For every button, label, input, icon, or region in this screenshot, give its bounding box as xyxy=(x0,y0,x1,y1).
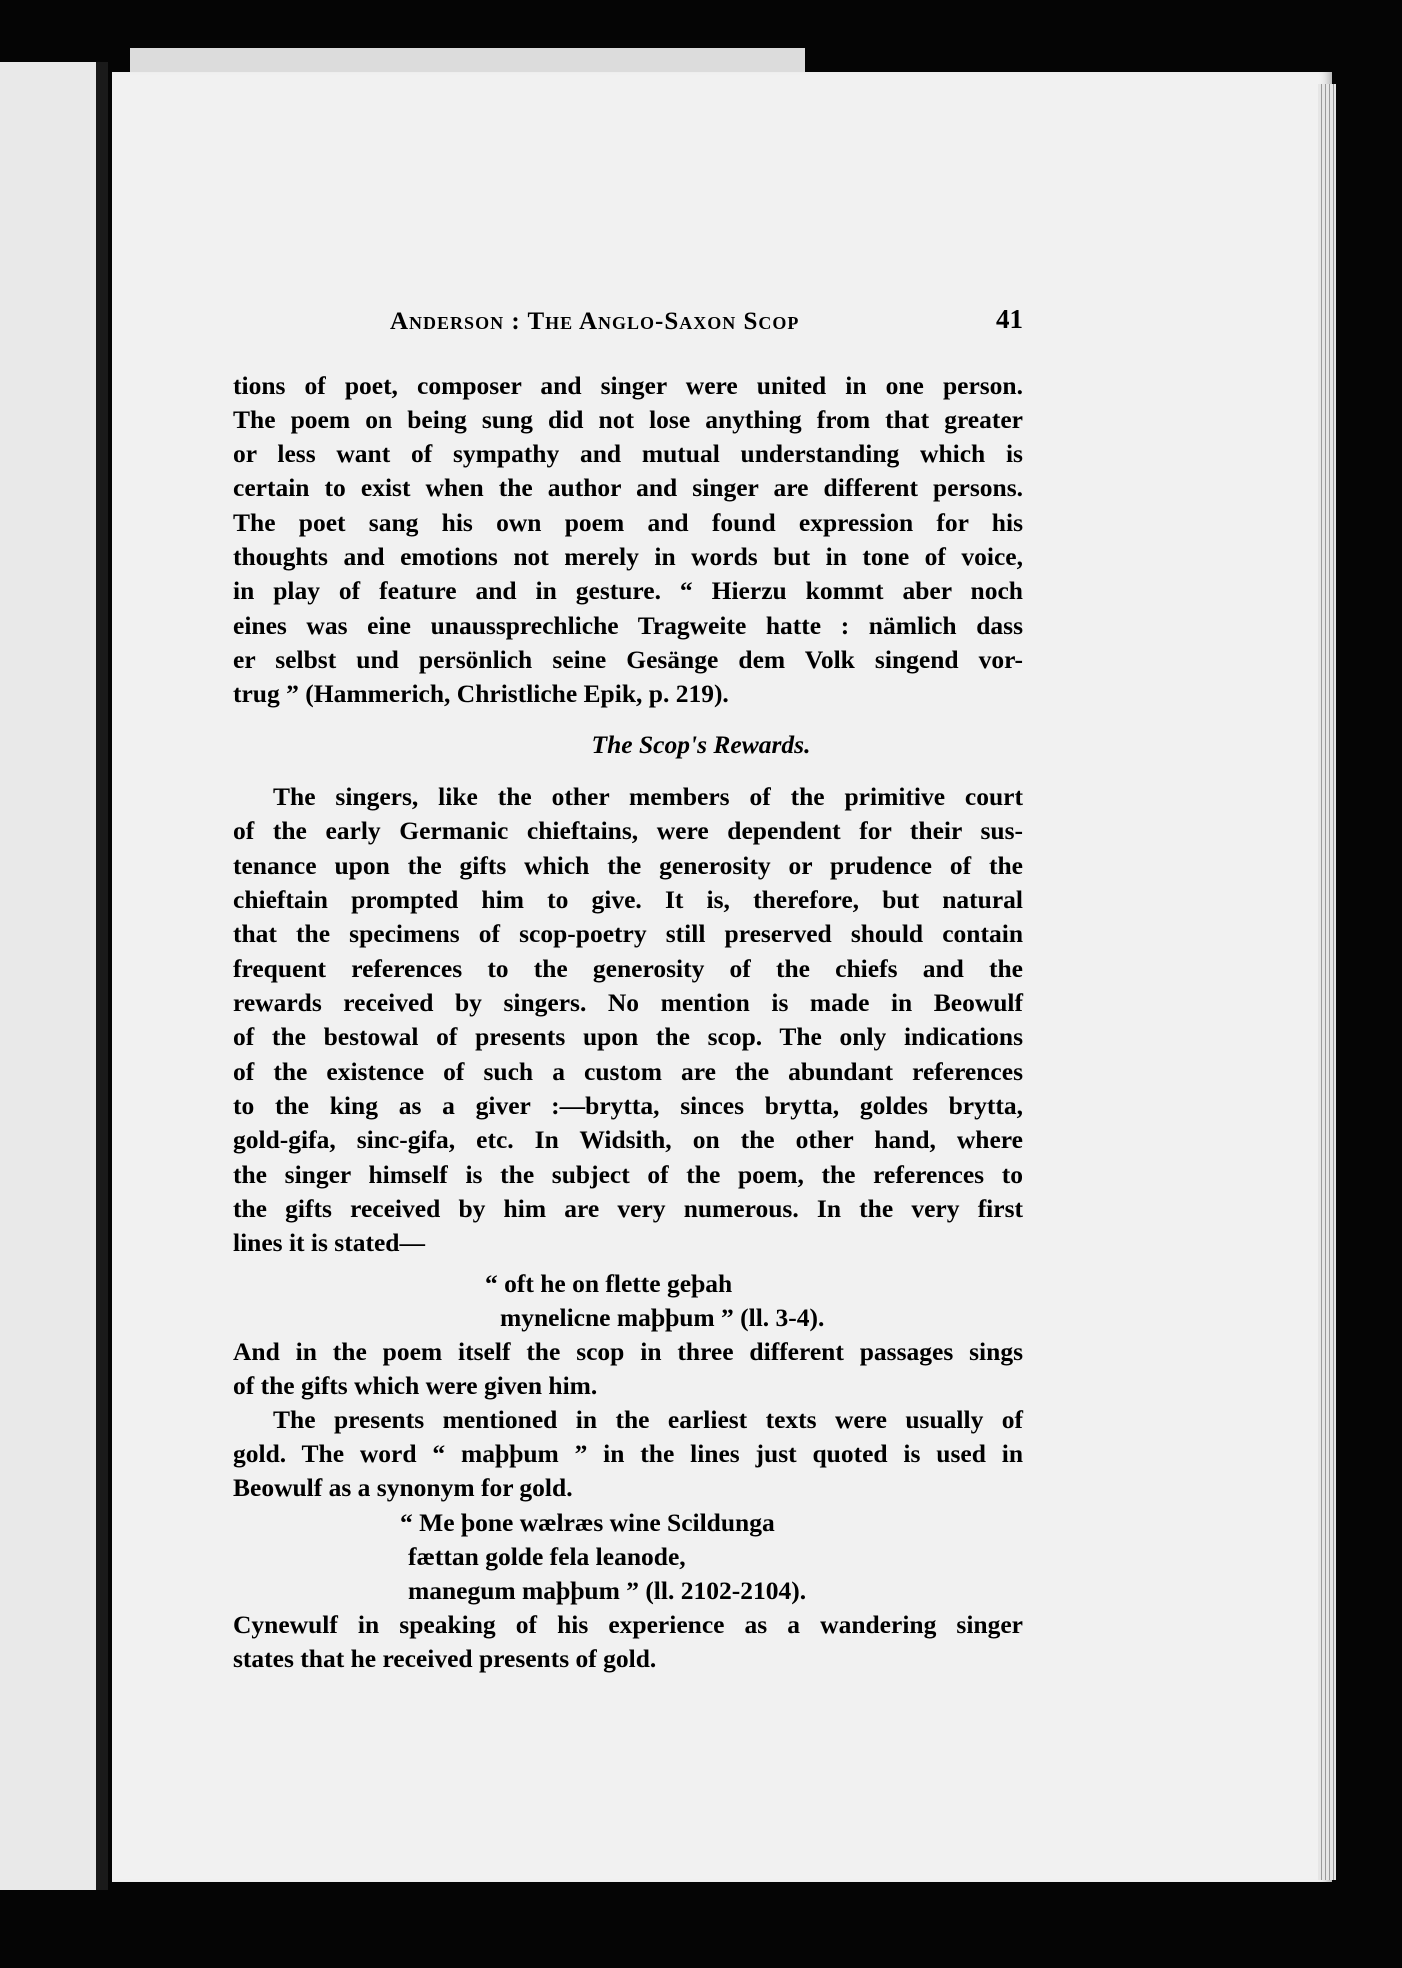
section-heading: The Scop's Rewards. xyxy=(591,730,811,759)
text-line: Cynewulf in speaking of his experience as a wandering singer xyxy=(233,1610,1023,1639)
page-stack-edge xyxy=(1318,84,1336,1880)
text-line: rewards received by singers. No mention is made in Beowulf xyxy=(233,988,1023,1017)
verse-quote-line: manegum maþþum ” (ll. 2102-2104). xyxy=(408,1576,807,1605)
verse-quote-line: “ oft he on flette geþah xyxy=(485,1269,733,1298)
text-line: gold. The word “ maþþum ” in the lines just quoted is used in xyxy=(233,1439,1023,1468)
text-line: chieftain prompted him to give. It is, therefore, but natural xyxy=(233,885,1023,914)
text-line: er selbst und persönlich seine Gesänge dem Volk singend vor- xyxy=(233,645,1023,674)
verse-quote-line: fættan golde fela leanode, xyxy=(408,1542,686,1571)
page-number: 41 xyxy=(996,304,1023,334)
book-gutter xyxy=(96,62,108,1890)
text-line: the singer himself is the subject of the poem, the references to xyxy=(233,1160,1023,1189)
text-line: The presents mentioned in the earliest texts were usually of xyxy=(273,1405,1023,1434)
text-line: of the gifts which were given him. xyxy=(233,1371,598,1400)
text-line: tenance upon the gifts which the generosity or prudence of the xyxy=(233,851,1023,880)
running-head: Anderson : The Anglo-Saxon Scop xyxy=(390,308,800,335)
text-line: thoughts and emotions not merely in words but in tone of voice, xyxy=(233,542,1023,571)
text-line: the gifts received by him are very numerous. In the very first xyxy=(233,1194,1023,1223)
text-line: gold-gifa, sinc-gifa, etc. In Widsith, on the other hand, where xyxy=(233,1125,1023,1154)
text-line: Beowulf as a synonym for gold. xyxy=(233,1473,573,1502)
text-line: lines it is stated— xyxy=(233,1228,425,1257)
text-line: The poet sang his own poem and found expression for his xyxy=(233,508,1023,537)
text-line: or less want of sympathy and mutual understanding which is xyxy=(233,439,1023,468)
text-line: of the bestowal of presents upon the scop. The only indications xyxy=(233,1022,1023,1051)
verse-quote-line: mynelicne maþþum ” (ll. 3-4). xyxy=(500,1303,825,1332)
text-line: The singers, like the other members of the primitive court xyxy=(273,782,1023,811)
text-line: certain to exist when the author and singer are different persons. xyxy=(233,473,1023,502)
text-line: to the king as a giver :—brytta, sinces brytta, goldes brytta, xyxy=(233,1091,1023,1120)
text-line: tions of poet, composer and singer were united in one person. xyxy=(233,371,1023,400)
text-line: frequent references to the generosity of the chiefs and the xyxy=(233,954,1023,983)
text-line: eines was eine unaussprechliche Tragweite hatte : nämlich dass xyxy=(233,611,1023,640)
text-line: The poem on being sung did not lose anything from that greater xyxy=(233,405,1023,434)
text-line: And in the poem itself the scop in three different passages sings xyxy=(233,1337,1023,1366)
left-page-edge xyxy=(0,62,108,1890)
text-line: in play of feature and in gesture. “ Hierzu kommt aber noch xyxy=(233,576,1023,605)
text-line: trug ” (Hammerich, Christliche Epik, p. 219). xyxy=(233,679,729,708)
verse-quote-line: “ Me þone wælræs wine Scildunga xyxy=(400,1508,775,1537)
text-line: of the early Germanic chieftains, were dependent for their sus- xyxy=(233,816,1023,845)
text-line: that the specimens of scop-poetry still preserved should contain xyxy=(233,919,1023,948)
text-line: states that he received presents of gold. xyxy=(233,1644,657,1673)
text-line: of the existence of such a custom are the abundant references xyxy=(233,1057,1023,1086)
